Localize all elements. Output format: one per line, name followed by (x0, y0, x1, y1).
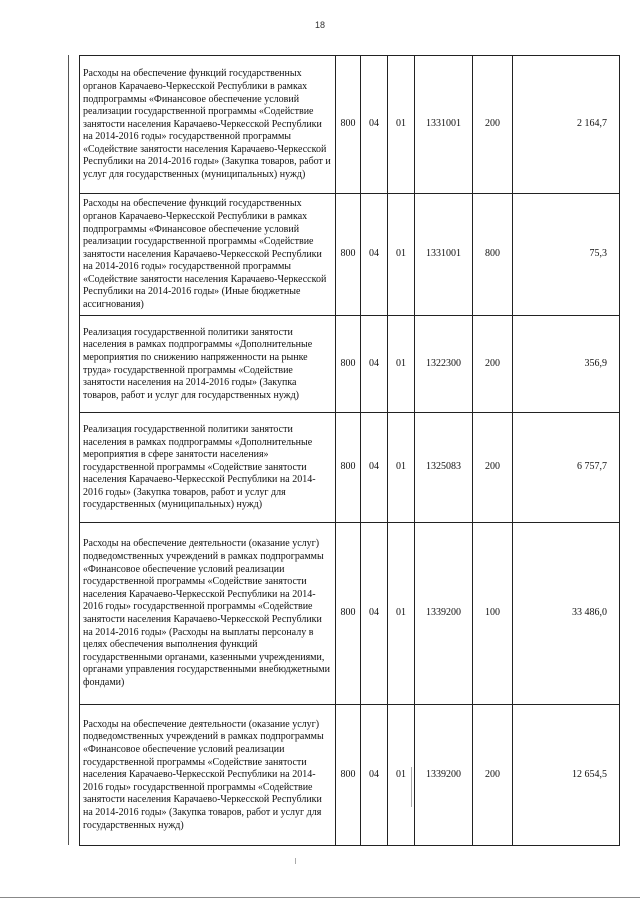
table-row (80, 194, 620, 316)
expense-description: Расходы на обеспечение функций государственных органов Карачаево-Черкесской Республики в рамках подпрограммы «Финансовое обеспечение условий реализации государственной программы «Содействие занятости населения Карачаево-Черкесской Республики на 2014-2016 годы» государственной программы «Содействие занятости населения Карачаево-Черкесской Республики на 2014-2016 годы» (Иные бюджетные ассигнования) (80, 194, 336, 316)
section-code: 04 (361, 316, 388, 413)
scan-mark (295, 858, 296, 864)
amount: 6 757,7 (513, 413, 620, 523)
left-margin-line (68, 55, 69, 845)
amount: 12 654,5 (513, 705, 620, 846)
target-article-code: 1331001 (415, 194, 473, 316)
subsection-code: 01 (388, 194, 415, 316)
expense-type-code: 200 (473, 56, 513, 194)
subsection-code: 01 (388, 316, 415, 413)
expense-description: Расходы на обеспечение деятельности (оказание услуг) подведомственных учреждений в рамках подпрограммы «Финансовое обеспечение условий реализации государственной программы «Содействие занятости населения Карачаево-Черкесской Республики на 2014-2016 годы» государственной программы «Содействие занятости населения Карачаево-Черкесской Республики на 2014-2016 годы» (Закупка товаров, работ и услуг для государственных нужд) (80, 705, 336, 846)
ministry-code: 800 (336, 316, 361, 413)
subsection-code: 01 (388, 523, 415, 705)
amount: 356,9 (513, 316, 620, 413)
target-article-code: 1325083 (415, 413, 473, 523)
expense-type-code: 200 (473, 705, 513, 846)
section-code: 04 (361, 523, 388, 705)
target-article-code: 1322300 (415, 316, 473, 413)
ministry-code: 800 (336, 413, 361, 523)
amount: 75,3 (513, 194, 620, 316)
table-row (80, 523, 620, 705)
expense-description: Реализация государственной политики занятости населения в рамках подпрограммы «Дополнительные мероприятия в сфере занятости населения» государственной программы «Содействие занятости населения Карачаево-Черкесской Республики на 2014-2016 годы» (Закупка товаров, работ и услуг для государственных (муниципальных) нужд) (80, 413, 336, 523)
section-code: 04 (361, 705, 388, 846)
expense-type-code: 200 (473, 316, 513, 413)
section-code: 04 (361, 413, 388, 523)
ministry-code: 800 (336, 523, 361, 705)
table-row (80, 316, 620, 413)
ministry-code: 800 (336, 56, 361, 194)
ministry-code: 800 (336, 705, 361, 846)
target-article-code: 1339200 (415, 705, 473, 846)
expense-description: Расходы на обеспечение деятельности (оказание услуг) подведомственных учреждений в рамках подпрограммы «Финансовое обеспечение условий реализации государственной программы «Содействие занятости населения Карачаево-Черкесской Республики на 2014-2016 годы» государственной программы «Содействие занятости населения Карачаево-Черкесской Республики на 2014-2016 годы» (Расходы на выплаты персоналу в целях обеспечения выполнения функций государственными органами, казенными учреждениями, органами управления государственными внебюджетными фондами) (80, 523, 336, 705)
subsection-code: 01 (388, 413, 415, 523)
expense-description: Расходы на обеспечение функций государственных органов Карачаево-Черкесской Республики в рамках подпрограммы «Финансовое обеспечение условий реализации государственной программы «Содействие занятости населения Карачаево-Черкесской Республики на 2014-2016 годы» государственной программы «Содействие занятости населения Карачаево-Черкесской Республики на 2014-2016 годы» (Закупка товаров, работ и услуг для государственных (муниципальных) нужд) (80, 56, 336, 194)
amount: 33 486,0 (513, 523, 620, 705)
amount: 2 164,7 (513, 56, 620, 194)
table-row (80, 705, 620, 846)
expense-type-code: 800 (473, 194, 513, 316)
subsection-code: 01 (388, 705, 415, 846)
subsection-code: 01 (388, 56, 415, 194)
target-article-code: 1339200 (415, 523, 473, 705)
table-row (80, 413, 620, 523)
expense-type-code: 100 (473, 523, 513, 705)
page-number: 18 (314, 20, 325, 30)
target-article-code: 1331001 (415, 56, 473, 194)
scan-mark (411, 767, 412, 807)
table-row (80, 56, 620, 194)
budget-table (79, 55, 620, 846)
expense-description: Реализация государственной политики занятости населения в рамках подпрограммы «Дополнительные мероприятия по снижению напряженности на рынке труда» государственной программы «Содействие занятости населения на 2014-2016 годы» (Закупка товаров, работ и услуг для государственных нужд) (80, 316, 336, 413)
section-code: 04 (361, 56, 388, 194)
bottom-scan-line (0, 897, 640, 898)
section-code: 04 (361, 194, 388, 316)
expense-type-code: 200 (473, 413, 513, 523)
ministry-code: 800 (336, 194, 361, 316)
